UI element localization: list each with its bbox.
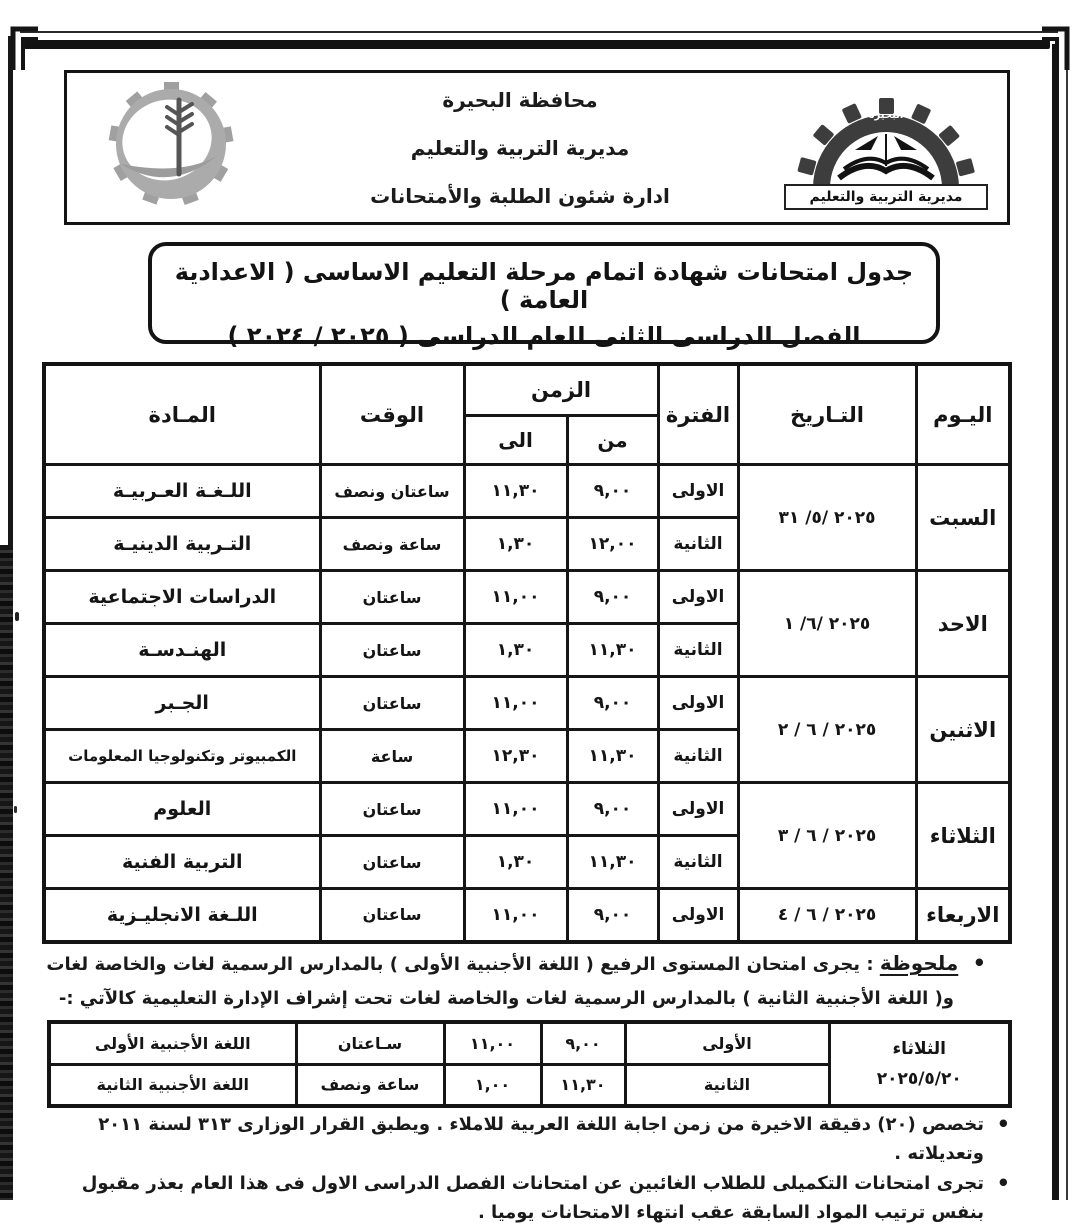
time-to-cell: ١١,٠٠ [464,783,567,836]
subject-cell: اللغة الأجنبية الثانية [49,1064,296,1106]
day-cell: الاحد [916,571,1010,677]
time-from-cell: ٩,٠٠ [567,889,658,942]
period-cell: الثانية [658,836,738,889]
duration-cell: ساعتان [320,889,464,942]
col-header-period: الفترة [658,364,738,465]
bullet-icon: • [972,951,986,975]
date-cell: ٢٠٢٥ /٦/ ١ [738,571,916,677]
org-department: ادارة شئون الطلبة والأمتحانات [370,183,670,208]
subject-cell: الجـبر [44,677,320,730]
corner-ornament-right-icon [1040,24,1078,72]
duration-cell: ساعتان [320,836,464,889]
note-line-1 [42,946,1012,982]
period-cell: الثانية [658,518,738,571]
duration-cell: ساعة [320,730,464,783]
title-line-2: الفصل الدراسى الثانى للعام الدراسى ( ٢٠٢٥ / ٢٠٢٤ ) [227,322,861,350]
time-from-cell: ١١,٣٠ [541,1064,625,1106]
col-header-day: اليـوم [916,364,1010,465]
date-cell: ٢٠٢٥ / ٦ / ٢ [738,677,916,783]
title-years: ( ٢٠٢٥ / ٢٠٢٤ ) [227,322,409,350]
col-header-duration: الوقت [320,364,464,465]
subject-cell: الهنـدسـة [44,624,320,677]
letterhead [64,70,1010,225]
table-row [44,571,1010,624]
subject-cell: اللـغـة العـربيـة [44,465,320,518]
period-cell: الاولى [658,571,738,624]
day-cell: الاربعاء [916,889,1010,942]
day-cell: السبت [916,465,1010,571]
col-header-time: الزمن [464,364,658,416]
time-from-cell: ٩,٠٠ [567,571,658,624]
footnote-item [42,1169,1010,1227]
directorate-emblem-icon [783,86,989,188]
governorate-emblem-icon [81,82,261,214]
duration-cell: ساعتان ونصف [320,465,464,518]
time-to-cell: ١٢,٣٠ [464,730,567,783]
document-title [148,242,940,350]
time-to-cell: ١,٣٠ [464,518,567,571]
page-frame-right-outer [1066,44,1068,1200]
time-from-cell: ٩,٠٠ [541,1022,625,1064]
period-cell: الثانية [658,730,738,783]
time-to-cell: ١١,٠٠ [464,889,567,942]
time-to-cell: ١,٣٠ [464,624,567,677]
time-from-cell: ٩,٠٠ [567,783,658,836]
period-cell: الأولى [625,1022,829,1064]
note-block [42,946,1012,1016]
day-cell: الاثنين [916,677,1010,783]
time-from-cell: ١١,٣٠ [567,624,658,677]
page-frame-right [1052,44,1059,1200]
col-header-from: من [567,416,658,465]
duration-cell: ساعتان [320,624,464,677]
directorate-emblem [779,86,993,210]
subject-cell: العلوم [44,783,320,836]
duration-cell: ساعتان [320,677,464,730]
subject-cell: اللغة الأجنبية الأولى [49,1022,296,1064]
date-cell: ٢٠٢٥ / ٦ / ٤ [738,889,916,942]
org-governorate: محافظة البحيرة [442,87,598,112]
subject-cell: الكمبيوتر وتكنولوجيا المعلومات [44,730,320,783]
footnotes [42,1110,1010,1228]
table-row [44,677,1010,730]
period-cell: الثانية [658,624,738,677]
bullet-icon: • [996,1112,1010,1136]
duration-cell: ساعتان [320,571,464,624]
duration-cell: ساعتان [320,783,464,836]
time-to-cell: ١,٣٠ [464,836,567,889]
duration-cell: سـاعتان [296,1022,444,1064]
title-line-1: جدول امتحانات شهادة اتمام مرحلة التعليم الاساسى ( الاعدادية العامة ) [174,258,914,314]
time-to-cell: ١١,٠٠ [464,677,567,730]
footnote-text: تجرى امتحانات التكميلى للطلاب الغائبين عن امتحانات الفصل الدراسى الاول فى هذا العام بعذر مقبول بنفس ترتيب المواد السابقة عقب انتهاء الامتحانات يوميا . [81,1173,984,1223]
col-header-date: التـاريخ [738,364,916,465]
footnote-item [42,1110,1010,1168]
period-cell: الاولى [658,677,738,730]
footnote-text: تخصص (٢٠) دقيقة الاخيرة من زمن اجابة اللغة العربية للاملاء . ويطبق القرار الوزارى ٣١٣ لسنة ٢٠١١ وتعديلاته . [98,1114,984,1164]
bullet-icon: • [996,1171,1010,1195]
table-row [49,1022,1010,1064]
date-cell: ٢٠٢٥ / ٦ / ٣ [738,783,916,889]
time-to-cell: ١١,٠٠ [444,1022,541,1064]
day-cell: الثلاثاء [916,783,1010,889]
time-from-cell: ١٢,٠٠ [567,518,658,571]
subject-cell: التربية الفنية [44,836,320,889]
duration-cell: ساعة ونصف [296,1064,444,1106]
table-row [44,465,1010,518]
exam-schedule-table [42,362,1012,944]
time-to-cell: ١١,٣٠ [464,465,567,518]
time-to-cell: ١,٠٠ [444,1064,541,1106]
org-directorate: مديرية التربية والتعليم [410,135,630,160]
period-cell: الثانية [625,1064,829,1106]
corner-ornament-left-icon [2,24,40,72]
time-to-cell: ١١,٠٠ [464,571,567,624]
language-exam-table [47,1020,1012,1108]
table-row [44,783,1010,836]
scan-binding-artifact [0,545,13,1200]
duration-cell: ساعة ونصف [320,518,464,571]
table-row [44,889,1010,942]
table-header-row [44,364,1010,416]
emblem-top-word: البحيرة [868,109,904,121]
scan-speck [14,806,17,813]
day-label: الثلاثاء [892,1039,946,1059]
period-cell: الاولى [658,783,738,836]
letterhead-text [261,76,779,220]
emblem-label: مديرية التربية والتعليم [784,184,988,210]
page-frame-top-thick [24,40,1050,49]
note-line-2: و( اللغة الأجنبية الثانية ) بالمدارس الرسمية لغات والخاصة لغات تحت إشراف الإدارة التعليمية كالآتي :- [58,988,954,1009]
period-cell: الاولى [658,465,738,518]
time-from-cell: ١١,٣٠ [567,836,658,889]
time-from-cell: ٩,٠٠ [567,677,658,730]
date-cell: ٢٠٢٥ /٥/ ٣١ [738,465,916,571]
time-from-cell: ١١,٣٠ [567,730,658,783]
page-frame-top-thin [20,31,1058,33]
subject-cell: اللـغة الانجليـزية [44,889,320,942]
time-from-cell: ٩,٠٠ [567,465,658,518]
note-text: : يجرى امتحان المستوى الرفيع ( اللغة الأجنبية الأولى ) بالمدارس الرسمية لغات والخاصة لغات [46,954,874,975]
scan-speck [15,612,19,621]
date-label: ٢٠٢٥/٥/٢٠ [876,1069,962,1089]
subject-cell: التـربية الدينيـة [44,518,320,571]
col-header-to: الى [464,416,567,465]
day-date-cell [829,1022,1010,1106]
note-label: ملحوظة [879,951,959,975]
period-cell: الاولى [658,889,738,942]
subject-cell: الدراسات الاجتماعية [44,571,320,624]
col-header-subject: المـادة [44,364,320,465]
